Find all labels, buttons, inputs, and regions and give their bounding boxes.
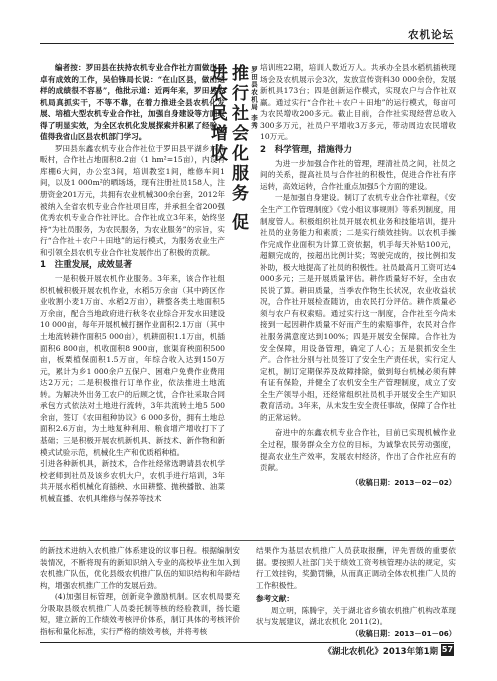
column-title: 农机论坛 <box>408 29 454 41</box>
section-1-heading: 1 注重发展，成效显著 <box>40 260 132 271</box>
page-header <box>40 27 454 49</box>
page-number: 57 <box>441 645 454 654</box>
reference-item: 周立明，陈腾宇，关于湖北省乡镇农机推广机构改革现状与发展建议，湖北农机化 2011(2)。 <box>256 605 456 627</box>
vertical-author: 罗田县农机局 李秀 <box>250 66 258 130</box>
section-2-heading: 2 科学管理，措施得力 <box>260 144 352 155</box>
editor-note: 编者按：罗田县在扶持农机专业合作社方面做出了卓有成效的工作，吴伯锋局长说：“在山区县，做出这样的成绩很不容易”，他批示道：近两年来，罗田县农机局真抓实干，不等不靠，在着力推进全县农机化发展、培植大型农机专业合作社，加强自身建设等方面取得了明显实效，为全区农机化发展探索并积累了经验，值得我省山区县农机部门学习。 <box>40 63 225 142</box>
received-date-2: （收稿日期：2013－01－06） <box>351 628 456 638</box>
bottom-left-p2: (4)加强目标管理，创新竞争激励机制。区农机局要充分吸取县级农机推广人员委托制等核的经验教训，扬长避短，建立新的工作绩效考核评价体系，制订具体的考核评价指标和量化标准，实行严格的绩效考核，并将考核 <box>40 592 240 636</box>
header-rule <box>40 43 454 44</box>
journal-issue: 《湖北农机化》2013年第1期 <box>323 647 438 657</box>
bottom-left-p1: 的新技术进纳入农机推广体系建设的议事日程。根据编制安装情况，不断将现有的新知识纳入专业的高校毕业生加入到农机推广队伍，优化县级农机推广队伍的知识结构和年龄结构，增强农机推广工作的发展后劲。 <box>40 546 240 590</box>
bottom-right-column <box>256 545 456 639</box>
page-footer <box>40 640 454 660</box>
section-1-body-cont: 引进各种新机具，新技术，合作社经常选聘请县农机学校老师到社员及该乡农机大户，农机手进行培训，3年共开展水稻机械化育插秧、水田耕整、抛秧播散、油菜机械直播、农机具维修与保养等技术 <box>40 459 225 503</box>
section-2-intro: 为进一步加强合作社的管理，理清社员之间，社员之间的关系，提高社员与合作社的积极性，促进合作社有序运转，高效运转，合作社重点加强5个方面的建设。 <box>260 158 456 191</box>
closing-paragraph: 奋进中的东鑫农机专业合作社，目前已实现机械作业全过程，服务群众全方位的目标，为诚挚农民劳动强度，提高农业生产效率，发展农村经济，作出了合作社应有的贡献。 <box>260 428 456 473</box>
section-2-body: 一是加强自身建设。制订了农机专业合作社章程，《安全生产工作管理制度》《党小组议事规则》等系列制度，用制度管人。积极组织社员开展农机业务和技能培训，提升社员的业务能力和素质；二是实行绩效挂钩。以农机手操作完成作业面积为计算工资依据，机手每天补贴100元，超额完成的，按超出比例计奖；驾驶完成的，按比例扣发补助，极大地提高了社员的积极性。社员最高月工资可达4 000多元；三是开展质量评估。耕作质量好不好，全由农民说了算。耕田质量，当季农作物生长状况，农业收益状况，合作社开展检查随访，由农民打分评估。耕作质量必须与农户有权索赔。通过实行这一制度，合作社至今尚未接到一起因耕作质量不好而产生的索赔事件，农民对合作社服务满意度达到100%；四是开展安全保障。合作社为安全保障，用设备管理，确定了人心；五是狠抓安全生产。合作社分别与社员签订了安全生产责任状，实行定人定机，制订定期保养及故障排除，做到每台机械必须有牌有证有保险，并健全了农机安全生产管理制度，成立了安全生产领导小组，还经常组织社员机手开展安全生产知识教育活动。3年来，从未发生安全责任事故，保障了合作社的正常运转。 <box>260 193 456 422</box>
right-continuation: 培训班22期，培训人数近万人。共承办全县水稻机插秧现场会及农机展示会3次，发放宣传资料30 000余份，发展新机具173台；四是创新运作模式，实现农户与合作社双赢。通过实行“合作社＋农户＋田地”的运行模式，每亩可为农民增收200多元。截止目前，合作社实现经营总收入300多万元，社员户平增收3万多元，带动周边农民增收10万元。 <box>260 63 456 142</box>
section-divider <box>40 540 454 541</box>
intro-paragraph: 罗田县东鑫农机专业合作社位于罗田县平湖乡东冲畈村，合作社占地面积8.2亩（1 hm²=15亩），内设有库棚6大间，办公室3间，培训教室1间，维修车间1间，以及1 000m²的晒场场，现有注册社员158人，注册资金201万元，共拥有农业机械300余台套，2012年被纳入全省农机专业合作社项目库，并承担全省200强优秀农机专业合作社评比。合作社成立3年来，始终坚持“为社员服务，为农民服务，为农业服务”的宗旨，实行“合作社＋农户＋田地”的运行模式，为服务农业生产和引领全县农机专业合作社发展作出了积极的贡献。 <box>40 143 225 257</box>
footer-rule <box>40 642 454 643</box>
vertical-title: 推行社会化服务 促进农民增收 <box>207 64 248 233</box>
references-heading: 参考文献： <box>256 594 294 604</box>
section-1-body: 一是积极开展农机作业服务。3年来，该合作社组织机械积极开展农机作业，水稻5万余亩（其中跨区作业收割小麦1万亩、水稻2万亩），耕整各类土地面积5万余亩，配合当地政府进行秋冬农业综合开发水田建设10 000亩，每年开展机械打捆作业面积2.1万亩（其中土地流转耕作面积5 000亩），机耕面积1.1万亩，机插面积6 800亩，机收面积8 900亩，旅渠育秧面积500亩，板栗植保面积1.5万亩，年综合收入达到150万元，累计为乡1 000余户五保户、困难户免费作业费用达2万元；二是积极推行订单作业，依法推进土地流转。为解决外出务工农户的后顾之忧，合作社采取合同承包方式依法对土地进行流转，3年共流转土地5 500余亩，签订《农田租种协议》6 000多份，拥有土地总面积2.6万亩，为土地复种利用、粮食增产增收打下了基础；三是积极开展农机新机具、新技术、新作物和新模式试验示范，机械化生产和优质稻种植。 <box>40 274 225 457</box>
left-column <box>40 62 225 504</box>
bottom-right-p1: 结果作为基层农机推广人员获取报酬，评先晋级的重要依据。要按照人社部门关于绩效工资考核管理办法的规定，实行工效挂钩，奖勤罚懒，从而真正调动全体农机推广人员的工作积极性。 <box>256 546 456 590</box>
bottom-left-column <box>40 545 240 637</box>
received-date-1: （收稿日期：2013－02－02） <box>351 477 456 487</box>
right-column <box>260 62 456 488</box>
